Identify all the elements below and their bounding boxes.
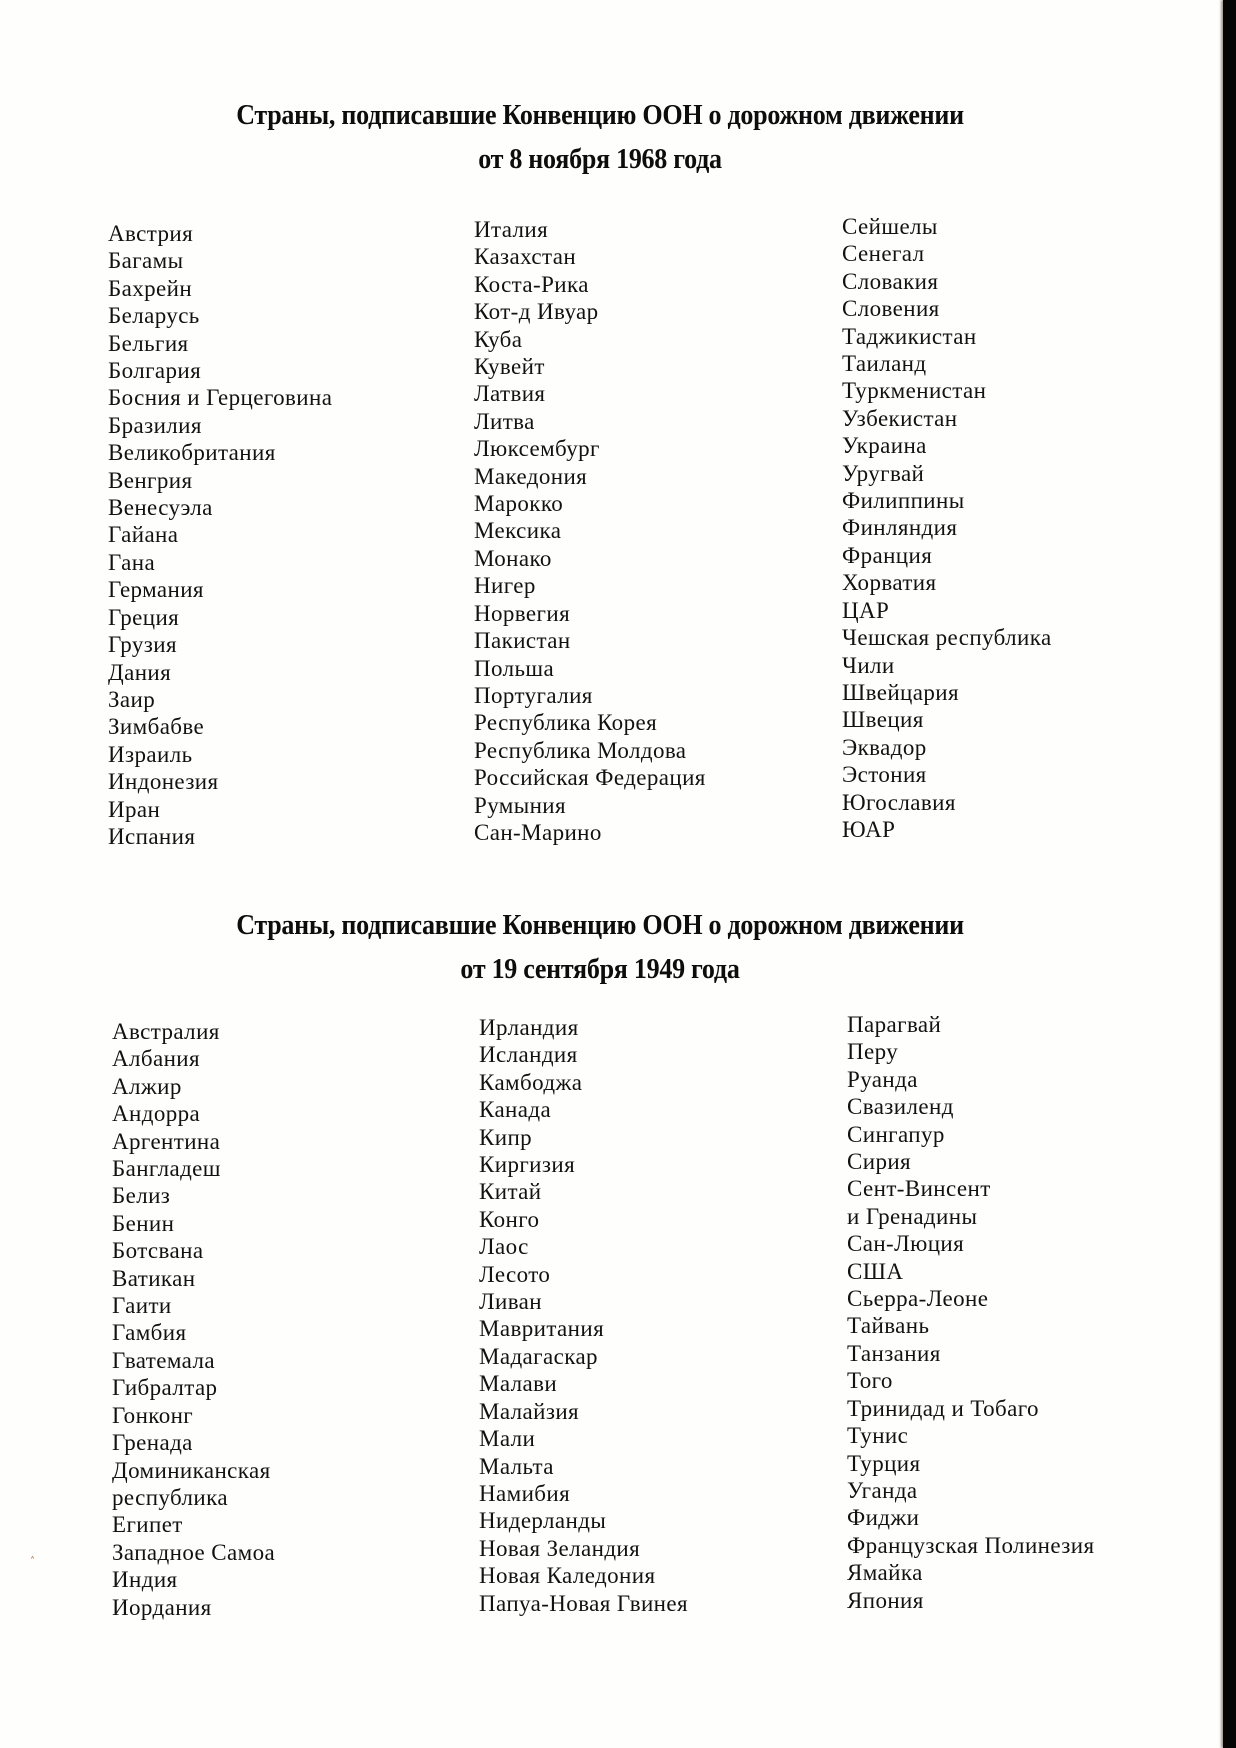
country-list-item: Гренада	[112, 1430, 193, 1456]
country-list-item: Мали	[479, 1426, 536, 1452]
country-list-item: Филиппины	[842, 488, 965, 514]
country-list-item: США	[847, 1258, 904, 1284]
country-list-item: Исландия	[479, 1042, 578, 1068]
country-list-item: Китай	[479, 1179, 542, 1205]
country-list-item: Лаос	[479, 1234, 529, 1260]
country-list-item: Испания	[108, 823, 196, 849]
country-list-item: Танзания	[847, 1340, 941, 1366]
country-list-item: Гаити	[112, 1293, 172, 1319]
country-list-item: Сьерра-Леоне	[847, 1286, 989, 1312]
country-list-item: Бразилия	[108, 412, 202, 438]
country-list-item: Сингапур	[847, 1121, 945, 1147]
section-1968-column-2	[474, 216, 706, 846]
country-list-item: Турция	[847, 1450, 921, 1476]
country-list-item: Люксембург	[474, 436, 600, 462]
country-list-item: Мексика	[474, 518, 562, 544]
country-list-item: Кот-д Ивуар	[474, 299, 599, 325]
country-list-item: Гонконг	[112, 1402, 194, 1428]
country-list-item: Папуа-Новая Гвинея	[479, 1590, 688, 1616]
country-list-item: Аргентина	[112, 1128, 221, 1154]
country-list-item: Андорра	[112, 1101, 201, 1127]
country-list-item: Гана	[108, 549, 156, 575]
country-list-item: Ватикан	[112, 1265, 196, 1291]
country-list-item: Мадагаскар	[479, 1343, 598, 1369]
section-1949-heading	[135, 904, 1065, 992]
country-list-item: Литва	[474, 408, 535, 434]
country-list-item: Бангладеш	[112, 1156, 221, 1182]
country-list-item: Болгария	[108, 358, 202, 384]
country-list-item: Ямайка	[847, 1560, 923, 1586]
country-list-item: Уганда	[847, 1477, 918, 1503]
country-list-item: Израиль	[108, 741, 193, 767]
country-list-item: ЦАР	[842, 597, 890, 623]
country-list-item: Украина	[842, 433, 927, 459]
section-1949-column-2	[479, 1014, 688, 1617]
country-list-item: Тайвань	[847, 1313, 930, 1339]
country-list-item: Марокко	[474, 491, 564, 517]
country-list-item: Канада	[479, 1097, 552, 1123]
country-list-item: Ливан	[479, 1289, 542, 1315]
country-list-item: Камбоджа	[479, 1069, 583, 1095]
country-list-item: Германия	[108, 577, 204, 603]
section-1949-column-1	[112, 1018, 275, 1621]
country-list-item: Конго	[479, 1206, 540, 1232]
country-list-item: Доминиканская	[112, 1457, 271, 1483]
country-list-item: Кипр	[479, 1124, 533, 1150]
country-list-item: Эстония	[842, 762, 927, 788]
country-list-item: Уругвай	[842, 460, 925, 486]
section-1968-column-1	[108, 220, 332, 850]
country-list-item: Швейцария	[842, 679, 959, 705]
country-list-item: Мавритания	[479, 1316, 605, 1342]
country-list-item: Словакия	[842, 268, 939, 294]
country-list-item: Тунис	[847, 1423, 909, 1449]
country-list-item: Ирландия	[479, 1015, 579, 1040]
country-list-item: Хорватия	[842, 570, 937, 596]
country-list-item: Дания	[108, 659, 172, 685]
country-list-item: Зимбабве	[108, 714, 205, 740]
country-list-item: Республика Молдова	[474, 737, 687, 763]
country-list-item: Узбекистан	[842, 405, 958, 431]
country-list-item: республика	[112, 1484, 228, 1510]
country-list-item: Западное Самоа	[112, 1539, 276, 1565]
country-list-item: Сейшелы	[842, 214, 938, 239]
country-list-item: Алжир	[112, 1073, 182, 1099]
country-list-item: Российская Федерация	[474, 765, 706, 791]
scan-speck-mark: ˄	[30, 1556, 35, 1567]
country-list-item: Куба	[474, 326, 523, 352]
country-list-item: Свазиленд	[847, 1094, 954, 1120]
country-list-item: Фиджи	[847, 1505, 920, 1531]
country-list-item: Австрия	[108, 221, 194, 246]
country-list-item: Бенин	[112, 1210, 175, 1236]
country-list-item: Гибралтар	[112, 1375, 218, 1401]
country-list-item: и Гренадины	[847, 1203, 978, 1229]
country-list-item: Гайана	[108, 522, 179, 548]
country-list-item: Руанда	[847, 1066, 918, 1092]
country-list-item: Индия	[112, 1567, 178, 1593]
country-list-item: Великобритания	[108, 440, 276, 466]
country-list-item: Коста-Рика	[474, 271, 589, 297]
country-list-item: Сирия	[847, 1149, 912, 1175]
country-list-item: Румыния	[474, 792, 566, 818]
country-list-item: Бельгия	[108, 330, 189, 356]
country-list-item: Македония	[474, 463, 588, 489]
country-list-item: Финляндия	[842, 515, 958, 541]
country-list-item: Югославия	[842, 789, 956, 815]
section-1949-title-line1: Страны, подписавшие Конвенцию ООН о дорожном движении	[236, 910, 964, 941]
country-list-item: Парагвай	[847, 1012, 942, 1037]
country-list-item: Италия	[474, 217, 549, 242]
country-list-item: Иордания	[112, 1594, 212, 1620]
country-list-item: Албания	[112, 1046, 200, 1072]
country-list-item: Латвия	[474, 381, 546, 407]
country-list-item: Багамы	[108, 248, 184, 274]
section-1968-title-line2: от 8 ноября 1968 года	[478, 144, 722, 175]
country-list-item: Намибия	[479, 1480, 571, 1506]
country-list-item: Норвегия	[474, 600, 571, 626]
country-list-item: Нигер	[474, 573, 536, 599]
country-list-item: Сенегал	[842, 241, 925, 267]
country-list-item: Тринидад и Тобаго	[847, 1395, 1039, 1421]
country-list-item: Туркменистан	[842, 378, 987, 404]
country-list-item: Египет	[112, 1512, 183, 1538]
section-1949-column-3	[847, 1011, 1094, 1614]
country-list-item: Чешская республика	[842, 625, 1052, 651]
country-list-item: Мальта	[479, 1453, 554, 1479]
country-list-item: Греция	[108, 604, 180, 630]
country-list-item: Португалия	[474, 682, 593, 708]
country-list-item: Кувейт	[474, 354, 545, 380]
country-list-item: Перу	[847, 1039, 899, 1065]
country-list-item: Венесуэла	[108, 495, 213, 521]
country-list-item: Австралия	[112, 1019, 220, 1044]
country-list-item: Бахрейн	[108, 275, 193, 301]
country-list-item: Белиз	[112, 1183, 171, 1209]
country-list-item: Лесото	[479, 1261, 551, 1287]
country-list-item: Таджикистан	[842, 323, 977, 349]
country-list-item: Заир	[108, 686, 156, 712]
country-list-item: Французская Полинезия	[847, 1532, 1095, 1558]
country-list-item: Таиланд	[842, 351, 927, 377]
scan-edge-shadow	[1223, 0, 1236, 1748]
country-list-item: Словения	[842, 296, 940, 322]
section-1949-title-line2: от 19 сентября 1949 года	[460, 954, 740, 985]
country-list-item: Иран	[108, 796, 161, 822]
country-list-item: Сан-Марино	[474, 819, 602, 845]
country-list-item: Малайзия	[479, 1398, 580, 1424]
country-list-item: Польша	[474, 655, 555, 681]
country-list-item: Гватемала	[112, 1347, 215, 1373]
country-list-item: Чили	[842, 652, 895, 678]
section-1968-column-3	[842, 213, 1052, 843]
country-list-item: Сан-Люция	[847, 1231, 965, 1257]
country-list-item: Пакистан	[474, 628, 571, 654]
section-1968-heading	[135, 94, 1065, 182]
country-list-item: Монако	[474, 545, 552, 571]
country-list-item: Малави	[479, 1371, 558, 1397]
country-list-item: Беларусь	[108, 303, 200, 329]
country-list-item: Новая Каледония	[479, 1563, 656, 1589]
country-list-item: Гамбия	[112, 1320, 187, 1346]
country-list-item: Эквадор	[842, 734, 927, 760]
country-list-item: Республика Корея	[474, 710, 658, 736]
country-list-item: Того	[847, 1368, 893, 1394]
country-list-item: Новая Зеландия	[479, 1535, 641, 1561]
country-list-item: Нидерланды	[479, 1508, 607, 1534]
country-list-item: Казахстан	[474, 244, 577, 270]
country-list-item: Босния и Герцеговина	[108, 385, 333, 411]
country-list-item: Япония	[847, 1587, 924, 1613]
country-list-item: Ботсвана	[112, 1238, 204, 1264]
section-1968-title-line1: Страны, подписавшие Конвенцию ООН о дорожном движении	[236, 100, 964, 131]
country-list-item: Грузия	[108, 632, 177, 658]
country-list-item: Сент-Винсент	[847, 1176, 991, 1202]
country-list-item: Швеция	[842, 707, 924, 733]
country-list-item: Киргизия	[479, 1152, 576, 1178]
country-list-item: ЮАР	[842, 816, 896, 842]
country-list-item: Франция	[842, 542, 933, 568]
country-list-item: Индонезия	[108, 769, 219, 795]
country-list-item: Венгрия	[108, 467, 193, 493]
